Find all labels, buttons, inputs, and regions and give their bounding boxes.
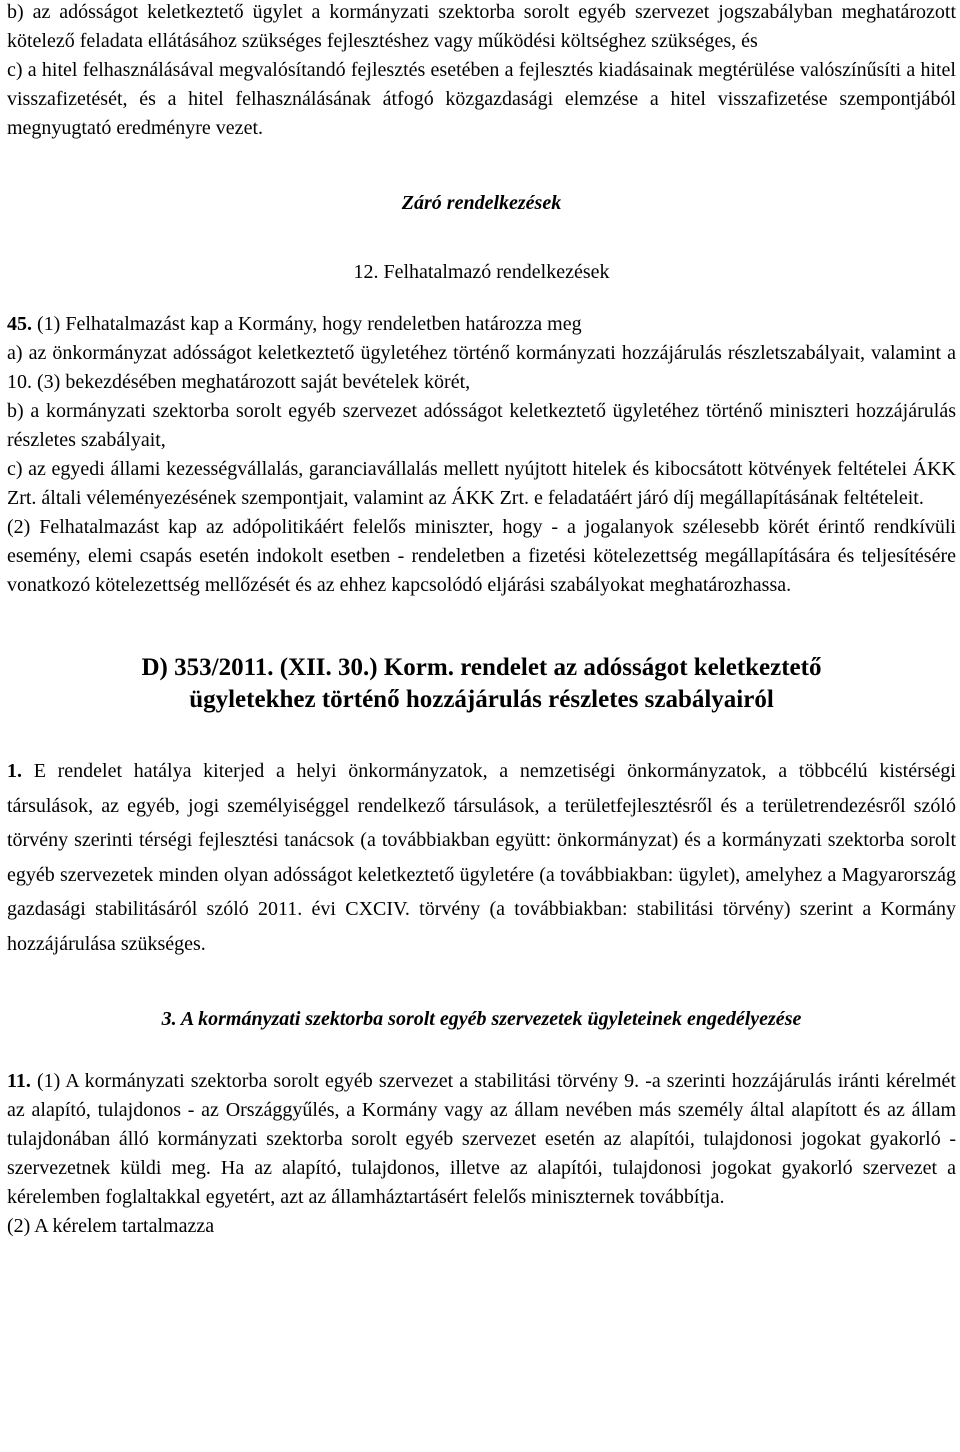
- section-number-45: 45.: [7, 313, 32, 335]
- paragraph-point-c: c) a hitel felhasználásával megvalósítandó fejlesztés esetében a fejlesztés kiadásainak megtérülése valószínűsíti a hitel visszafizetését, és a hitel felhasználásának átfogó közgazdasági elemzése a hitel visszafizetése szempontjából megnyugtató eredményre vezet.: [7, 59, 956, 139]
- paragraph-45-2: (2) Felhatalmazást kap az adópolitikáért felelős miniszter, hogy - a jogalanyok szélesebb körét érintő rendkívüli esemény, elemi csapás esetén indokolt esetben - rendeletben a fizetési kötelezettség megállapítására és teljesítésére vonatkozó kötelezettség mellőzését és az ehhez kapcsolódó eljárási szabályokat meghatározhassa.: [7, 516, 956, 596]
- document-page: [7, 0, 956, 1241]
- paragraph-45-c: c) az egyedi állami kezességvállalás, garanciavállalás mellett nyújtott hitelek és kibocsátott kötvények feltételei ÁKK Zrt. általi véleményezésének szempontjait, valamint az ÁKK Zrt. e feladatáért járó díj megállapításának feltételeit.: [7, 458, 956, 509]
- paragraph-45-1-text: (1) Felhatalmazást kap a Kormány, hogy rendeletben határozza meg: [32, 313, 582, 335]
- paragraph-11-1-text: (1) A kormányzati szektorba sorolt egyéb szervezet a stabilitási törvény 9. -a szerinti hozzájárulás iránti kérelmét az alapító, tulajdonos - az Országgyűlés, a Kormány vagy az állam nevében más személy által alapított és az állam tulajdonában álló kormányzati szektorba sorolt egyéb szervezet esetén az alapítói, tulajdonosi jogokat gyakorló - szervezetnek küldi meg. Ha az alapító, tulajdonos, illetve az alapítói, tulajdonosi jogokat gyakorló szervezet a kérelemben foglaltakkal egyetért, azt az államháztartásért felelős miniszternek továbbítja.: [7, 1070, 956, 1208]
- paragraph-45-1: [7, 310, 956, 339]
- section-number-11: 11.: [7, 1070, 31, 1092]
- decree-title-line-1: D) 353/2011. (XII. 30.) Korm. rendelet az adósságot keletkeztető: [141, 654, 822, 681]
- paragraph-45-a: a) az önkormányzat adósságot keletkeztető ügyletéhez történő kormányzati hozzájárulás részletszabályait, valamint a 10. (3) bekezdésében meghatározott saját bevételek körét,: [7, 342, 956, 393]
- decree-title-line-2: ügyletekhez történő hozzájárulás részletes szabályairól: [189, 686, 774, 713]
- paragraph-1-text: E rendelet hatálya kiterjed a helyi önkormányzatok, a nemzetiségi önkormányzatok, a többcélú kistérségi társulások, az egyéb, jogi személyiséggel rendelkező társulások, a területfejlesztésről és a területrendezésről szóló törvény szerinti térségi fejlesztési tanácsok (a továbbiakban együtt: önkormányzat) és a kormányzati szektorba sorolt egyéb szervezetek minden olyan adósságot keletkeztető ügyletére (a továbbiakban: ügylet), amelyhez a Magyarország gazdasági stabilitásáról szóló 2011. évi CXCIV. törvény (a továbbiakban: stabilitási törvény) szerint a Kormány hozzájárulása szükséges.: [7, 760, 956, 955]
- section-number-1: 1.: [7, 760, 22, 782]
- paragraph-point-b: b) az adósságot keletkeztető ügylet a kormányzati szektorba sorolt egyéb szervezet jogszabályban meghatározott kötelező feladata ellátásához szükséges fejlesztéshez vagy működési költséghez szükséges, és: [7, 1, 956, 52]
- paragraph-1: [7, 754, 956, 961]
- paragraph-11-1: [7, 1067, 956, 1212]
- paragraph-11-2: (2) A kérelem tartalmazza: [7, 1215, 215, 1237]
- paragraph-45-b: b) a kormányzati szektorba sorolt egyéb szervezet adósságot keletkeztető ügyletéhez történő miniszteri hozzájárulás részletes szabályait,: [7, 400, 956, 451]
- section-title-3: 3. A kormányzati szektorba sorolt egyéb szervezetek ügyleteinek engedélyezése: [161, 1008, 802, 1030]
- section-title-zaro: Záró rendelkezések: [401, 192, 562, 214]
- subsection-title-felhatalmazo: 12. Felhatalmazó rendelkezések: [353, 261, 610, 283]
